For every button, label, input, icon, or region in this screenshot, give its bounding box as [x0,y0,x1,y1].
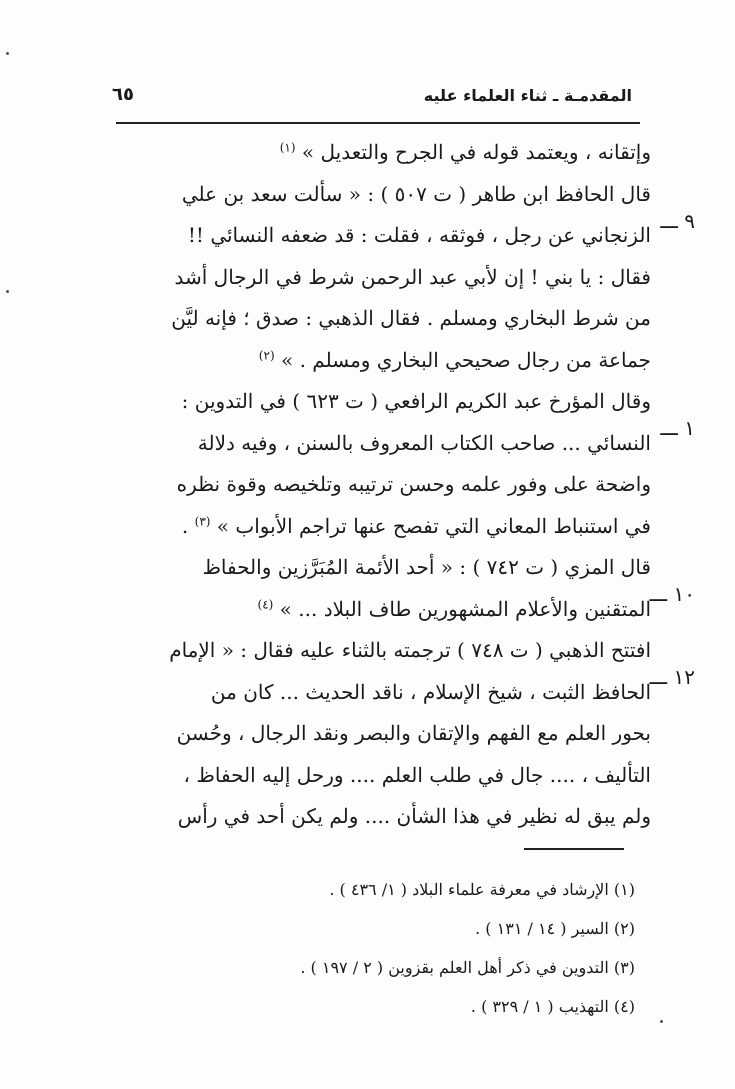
text-line: النسائي ... صاحب الكتاب المعروف بالسنن ، وفيه دلالة [197,430,651,455]
text-line: ٩ ـــ قال الحافظ ابن طاهر ( ت ٥٠٧ ) : « سألت سعد بن علي [121,174,651,216]
header-rule [116,122,640,124]
entry-number: ١ ـــ [660,416,695,440]
entry-number: ٩ ـــ [660,208,695,233]
footnotes [195,870,635,1026]
footnote-ref: (٣) [194,513,211,528]
footnote-ref: (٢) [258,347,275,362]
text-line: بحور العلم مع الفهم والإتقان والبصر ونقد الرجال ، وحُسن [176,721,651,745]
header-title: المقدمـة ـ ثناء العلماء عليه [423,86,632,105]
text-line: في استنباط المعاني التي تفصح عنها تراجم الأبواب » $^{(٣)}$ . [181,513,651,538]
text-line: واضحة على وفور علمه وحسن ترتيبه وتلخيصه وقوة نظره [176,472,651,496]
running-header [112,84,632,114]
text-line: التأليف ، .... جال في طلب العلم .... ورحل إليه الحفاظ ، [183,762,651,787]
text-line: المتقنين والأعلام المشهورين طاف البلاد ... » $^{(٤)}$ [257,596,651,621]
entry-number: ١٢ ـــ [649,665,695,689]
footnote-ref: (١) [279,140,296,155]
entry-number: ١٠ ـــ [649,582,695,606]
text-line: من شرط البخاري ومسلم . فقال الذهبي : صدق ؛ فإنه ليَّن [171,306,651,330]
text-line: الزنجاني عن رجل ، فوثقه ، فقلت : قد ضعفه النسائي !! [187,223,651,247]
footnote: (٤) التهذيب ( ١ / ٣٢٩ ) . [470,997,635,1016]
footnote-ref: (٤) [257,596,274,611]
text-line: الحافظ الثبت ، شيخ الإسلام ، ناقد الحديث ... كان من [210,679,651,704]
text-line: فقال : يا بني ! إن لأبي عبد الرحمن شرط في الرجال أشد [174,264,651,289]
text-line: جماعة من رجال صحيحي البخاري ومسلم . » $^{(٢)}$ [258,347,651,372]
scan-speck [660,1020,663,1023]
text-line: ١٠ ـــ قال المزي ( ت ٧٤٢ ) : « أحد الأئمة المُبَرَّزين والحفاظ [121,547,651,589]
text-line: وإتقانه ، ويعتمد قوله في الجرح والتعديل » $^{(١)}$ [279,140,651,164]
scan-speck [6,290,9,293]
text-line: ١٢ ـــ افتتح الذهبي ( ت ٧٤٨ ) ترجمته بالثناء عليه فقال : « الإمام [121,630,651,672]
main-text [121,132,695,838]
scan-speck [6,52,9,55]
footnote-separator [524,848,624,850]
footnote: (٣) التدوين في ذكر أهل العلم بقزوين ( ٢ / ١٩٧ ) . [300,958,635,977]
text-line: ولم يبق له نظير في هذا الشأن .... ولم يكن أحد في رأس [177,804,651,828]
footnote: (٢) السير ( ١٤ / ١٣١ ) . [475,919,635,938]
footnote: (١) الإرشاد في معرفة علماء البلاد ( ١/ ٤٣٦ ) . [329,880,635,899]
text-line: ١ ـــ وقال المؤرخ عبد الكريم الرافعي ( ت ٦٢٣ ) في التدوين : [121,381,651,423]
page-number: ٦٥ [112,84,134,105]
